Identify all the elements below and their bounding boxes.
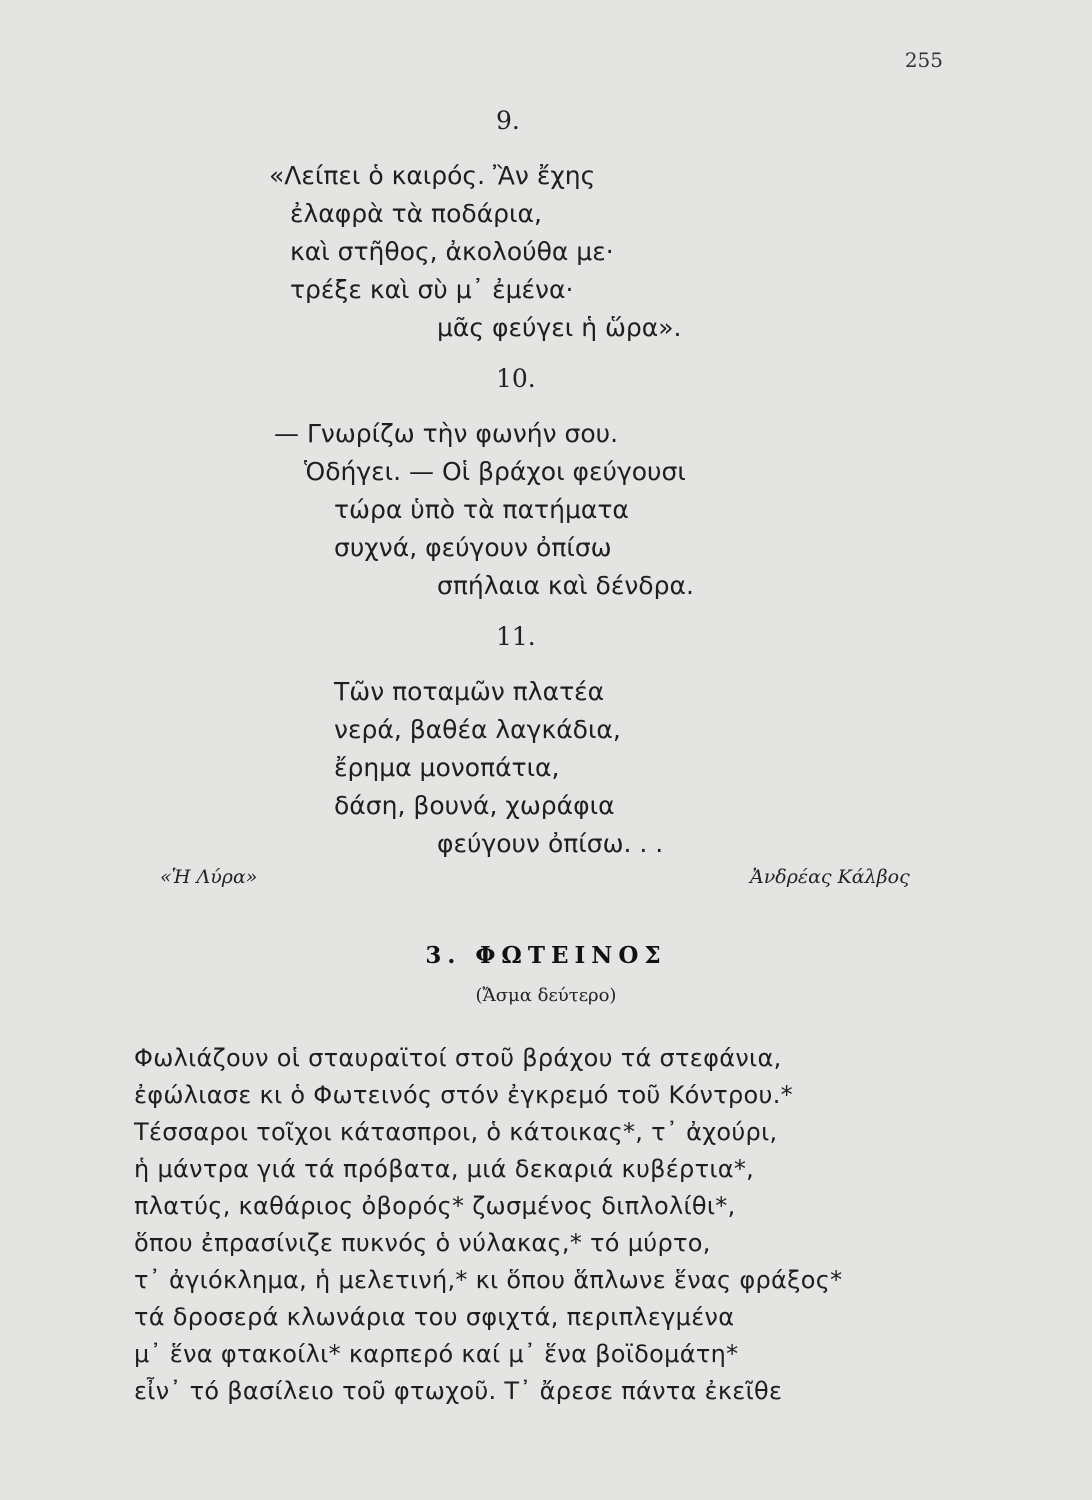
- poem-line: Τῶν ποταμῶν πλατέα: [334, 677, 605, 706]
- poem-line: δάση, βουνά, χωράφια: [334, 791, 615, 820]
- poem-line: συχνά, φεύγουν ὀπίσω: [334, 533, 612, 562]
- poem-author: Ἀνδρέας Κάλβος: [750, 866, 910, 888]
- poem-line: τά δροσερά κλωνάρια του σφιχτά, περιπλεγμένα: [134, 1303, 735, 1331]
- poem-line: σπήλαια καὶ δένδρα.: [437, 571, 694, 600]
- stanza-number-10: 10.: [496, 364, 536, 393]
- poem-line: τ᾽ ἀγιόκλημα, ἡ μελετινή,* κι ὅπου ἅπλωνε ἕνας φράξος*: [134, 1266, 843, 1294]
- page-number: 255: [904, 48, 943, 72]
- poem-source: «Ἡ Λύρα»: [160, 866, 258, 888]
- stanza-number-11: 11.: [496, 622, 536, 651]
- poem-line: Τέσσαροι τοῖχοι κάτασπροι, ὁ κάτοικας*, τ᾽ ἀχούρι,: [134, 1118, 778, 1146]
- poem-line: καὶ στῆθος, ἀκολούθα με·: [290, 237, 614, 266]
- poem-line: φεύγουν ὀπίσω. . .: [437, 829, 664, 858]
- poem-line: ἡ μάντρα γιά τά πρόβατα, μιά δεκαριά κυβέρτια*,: [134, 1155, 755, 1183]
- poem-line: «Λείπει ὁ καιρός. Ἂν ἔχης: [269, 161, 596, 190]
- poem-line: τρέξε καὶ σὺ μ᾽ ἐμένα·: [290, 275, 574, 304]
- poem-line: ἐφώλιασε κι ὁ Φωτεινός στόν ἐγκρεμό τοῦ Κόντρου.*: [134, 1081, 793, 1109]
- poem-line: πλατύς, καθάριος ὀβορός* ζωσμένος διπλολίθι*,: [134, 1192, 736, 1220]
- poem-line: ἐλαφρὰ τὰ ποδάρια,: [290, 199, 542, 228]
- poem-line: ὅπου ἐπρασίνιζε πυκνός ὁ νύλακας,* τό μύρτο,: [134, 1229, 711, 1257]
- poem-line: ἔρημα μονοπάτια,: [334, 753, 560, 782]
- poem-line: νερά, βαθέα λαγκάδια,: [334, 715, 621, 744]
- poem-line: Φωλιάζουν οἱ σταυραϊτοί στοῦ βράχου τά στεφάνια,: [134, 1044, 782, 1072]
- stanza-number-9: 9.: [496, 106, 520, 135]
- poem-line: μᾶς φεύγει ἡ ὥρα».: [437, 313, 682, 342]
- poem-line: μ᾽ ἕνα φτακοίλι* καρπερό καί μ᾽ ἕνα βοϊδομάτη*: [134, 1340, 739, 1368]
- poem-title: 3. ΦΩΤΕΙΝΟΣ: [425, 942, 667, 969]
- poem-subtitle: (Ἄσμα δεύτερο): [475, 985, 617, 1006]
- poem-line: Ὁδήγει. — Οἱ βράχοι φεύγουσι: [304, 457, 686, 486]
- poem-line: εἶν᾽ τό βασίλειο τοῦ φτωχοῦ. Τ᾽ ἄρεσε πάντα ἐκεῖθε: [134, 1377, 783, 1405]
- poem-line: τώρα ὑπὸ τὰ πατήματα: [334, 495, 629, 524]
- poem-line: — Γνωρίζω τὴν φωνήν σου.: [274, 419, 619, 448]
